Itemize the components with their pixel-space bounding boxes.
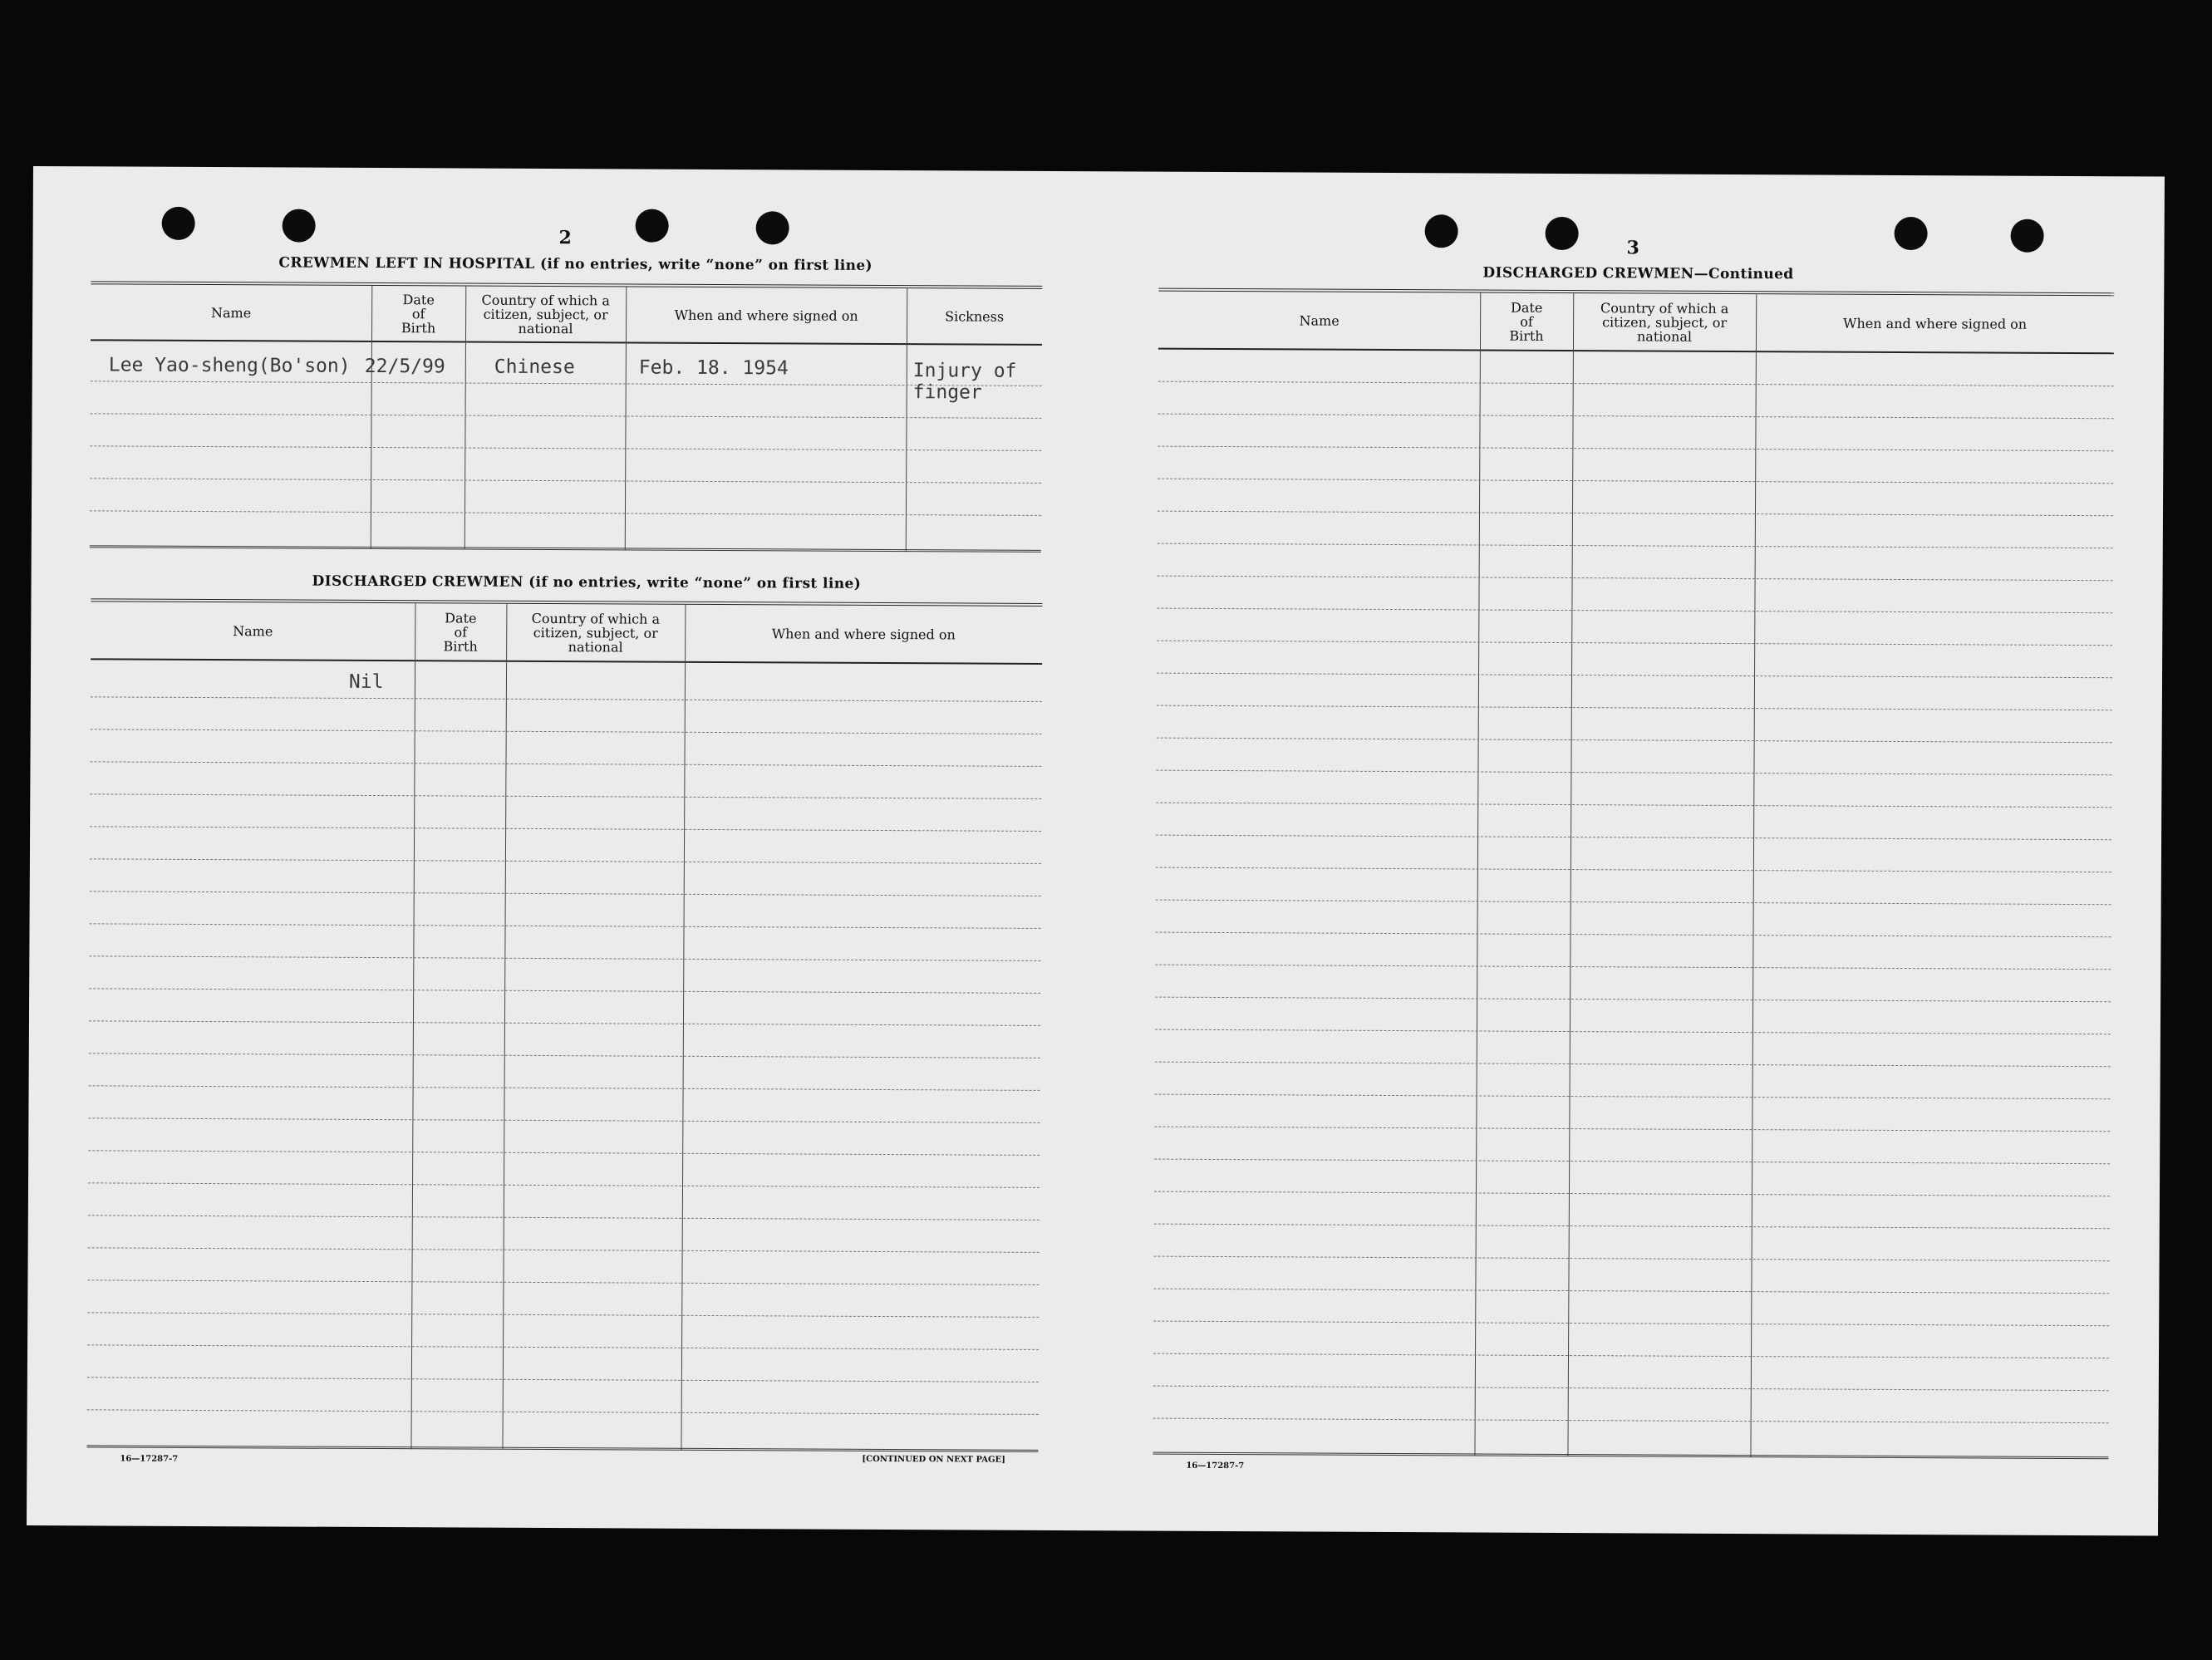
- table-bottom-rule: [86, 1445, 1038, 1452]
- row-line: [88, 1117, 1040, 1123]
- row-line: [89, 988, 1040, 994]
- row-line: [1156, 835, 2111, 841]
- hospital-entry-sickness-line1: Injury of: [912, 360, 1017, 382]
- row-line: [1156, 932, 2111, 938]
- col-header-name: Name: [1299, 312, 1339, 329]
- col-header-signed-on: When and where signed on: [674, 307, 858, 324]
- hospital-title-text: CREWMEN LEFT IN HOSPITAL: [278, 254, 535, 273]
- row-line: [1158, 511, 2113, 517]
- discharged-title-text: DISCHARGED CREWMEN: [312, 572, 524, 591]
- row-line: [1153, 1321, 2109, 1327]
- right-title-suffix: —Continued: [1693, 265, 1794, 283]
- hospital-title-note: (if no entries, write “none” on first line): [539, 255, 873, 274]
- col-header-country: Country of which a citizen, subject, or national: [481, 292, 610, 336]
- row-line: [1156, 867, 2111, 873]
- row-line: [1157, 608, 2112, 614]
- row-line: [90, 858, 1041, 864]
- discharged-table-body: [86, 661, 1042, 1452]
- punch-hole: [636, 209, 669, 243]
- row-line: [1155, 1094, 2111, 1100]
- discharged-continued-header: [1158, 292, 2114, 355]
- row-line: [1155, 965, 2111, 970]
- col-header-country: Country of which a citizen, subject, or national: [531, 610, 661, 655]
- row-line: [1157, 738, 2112, 744]
- row-line: [1158, 414, 2114, 420]
- row-line: [1153, 1289, 2109, 1294]
- row-line: [1154, 1256, 2110, 1262]
- row-line: [89, 1085, 1040, 1091]
- hospital-entry-name: Lee Yao-sheng(Bo'son): [108, 354, 351, 377]
- punch-hole: [756, 211, 789, 244]
- col-header-country: Country of which a citizen, subject, or national: [1600, 299, 1729, 345]
- col-header-signed-on: When and where signed on: [1843, 315, 2028, 332]
- row-line: [1155, 1029, 2111, 1035]
- row-line: [88, 1150, 1040, 1156]
- row-line: [89, 1020, 1040, 1026]
- row-line: [1158, 543, 2113, 549]
- row-line: [90, 891, 1041, 896]
- table-bottom-rule: [90, 545, 1041, 553]
- row-line: [1153, 1418, 2109, 1424]
- table-bottom-rule: [1153, 1452, 2108, 1460]
- hospital-entry-signed-on: Feb. 18. 1954: [638, 356, 789, 380]
- punch-hole: [2011, 219, 2044, 253]
- col-header-signed-on: When and where signed on: [771, 625, 956, 642]
- row-line: [1157, 705, 2112, 711]
- hospital-section-title: [278, 254, 873, 273]
- row-line: [1153, 1386, 2109, 1392]
- row-line: [90, 478, 1041, 484]
- row-line: [89, 1053, 1040, 1058]
- discharged-entry-nil: Nil: [348, 670, 384, 694]
- hospital-entry-dob: 22/5/99: [364, 355, 445, 378]
- right-form-number: 16—17287-7: [1186, 1461, 1245, 1471]
- hospital-table: [90, 281, 1043, 553]
- punch-hole: [1425, 214, 1458, 248]
- row-line: [1158, 479, 2113, 484]
- discharged-continued-table: [1153, 288, 2114, 1460]
- row-line: [90, 826, 1041, 832]
- discharged-table: [86, 598, 1042, 1452]
- row-line: [1156, 770, 2111, 776]
- row-line: [1154, 1127, 2110, 1132]
- row-line: [1156, 900, 2111, 906]
- row-line: [1154, 1191, 2110, 1197]
- right-section-title: [1482, 265, 1793, 283]
- row-line: [91, 696, 1042, 702]
- row-line: [88, 1215, 1040, 1220]
- row-line: [1158, 381, 2114, 387]
- row-line: [1155, 997, 2111, 1003]
- discharged-title-note: (if no entries, write “none” on first line): [528, 573, 862, 592]
- col-header-sickness: Sickness: [945, 307, 1005, 325]
- discharged-table-header: [91, 602, 1042, 665]
- punch-hole: [1895, 217, 1928, 250]
- hospital-entry-sickness-line2: finger: [912, 381, 982, 404]
- row-line: [88, 1182, 1040, 1188]
- row-line: [1156, 803, 2111, 808]
- left-form-number: 16—17287-7: [120, 1454, 179, 1464]
- row-line: [1157, 673, 2112, 679]
- row-line: [1153, 1353, 2109, 1359]
- row-line: [1157, 641, 2112, 646]
- row-line: [1154, 1224, 2110, 1230]
- col-header-name: Name: [233, 622, 273, 639]
- discharged-continued-body: [1153, 351, 2113, 1460]
- col-header-dob: Date of Birth: [1509, 299, 1544, 344]
- col-header-name: Name: [211, 304, 252, 321]
- row-line: [90, 761, 1041, 767]
- row-line: [1154, 1159, 2110, 1165]
- row-line: [87, 1312, 1039, 1318]
- row-line: [87, 1409, 1039, 1415]
- row-line: [88, 1247, 1040, 1253]
- punch-hole: [162, 207, 195, 240]
- right-title-text: DISCHARGED CREWMEN: [1482, 264, 1694, 282]
- left-page-number: 2: [558, 227, 572, 249]
- row-line: [90, 445, 1041, 451]
- row-line: [91, 413, 1042, 419]
- col-header-dob: Date of Birth: [443, 609, 478, 655]
- row-line: [90, 510, 1041, 516]
- col-header-dob: Date of Birth: [401, 291, 436, 336]
- row-line: [89, 955, 1040, 961]
- row-line: [91, 729, 1042, 734]
- punch-hole: [283, 209, 316, 242]
- row-line: [1158, 446, 2113, 452]
- right-page-number: 3: [1626, 237, 1639, 259]
- hospital-entry-country: Chinese: [494, 356, 575, 379]
- discharged-section-title: [312, 573, 862, 592]
- scanned-form-sheet: [27, 166, 2165, 1536]
- row-line: [1158, 576, 2113, 582]
- row-line: [87, 1377, 1039, 1383]
- hospital-table-header: [91, 284, 1042, 346]
- row-line: [91, 381, 1042, 386]
- row-line: [1155, 1062, 2111, 1068]
- punch-hole: [1546, 217, 1579, 250]
- row-line: [90, 793, 1041, 799]
- continued-note: [CONTINUED ON NEXT PAGE]: [862, 1454, 1005, 1465]
- row-line: [90, 923, 1041, 929]
- row-line: [87, 1344, 1039, 1350]
- row-line: [87, 1279, 1039, 1285]
